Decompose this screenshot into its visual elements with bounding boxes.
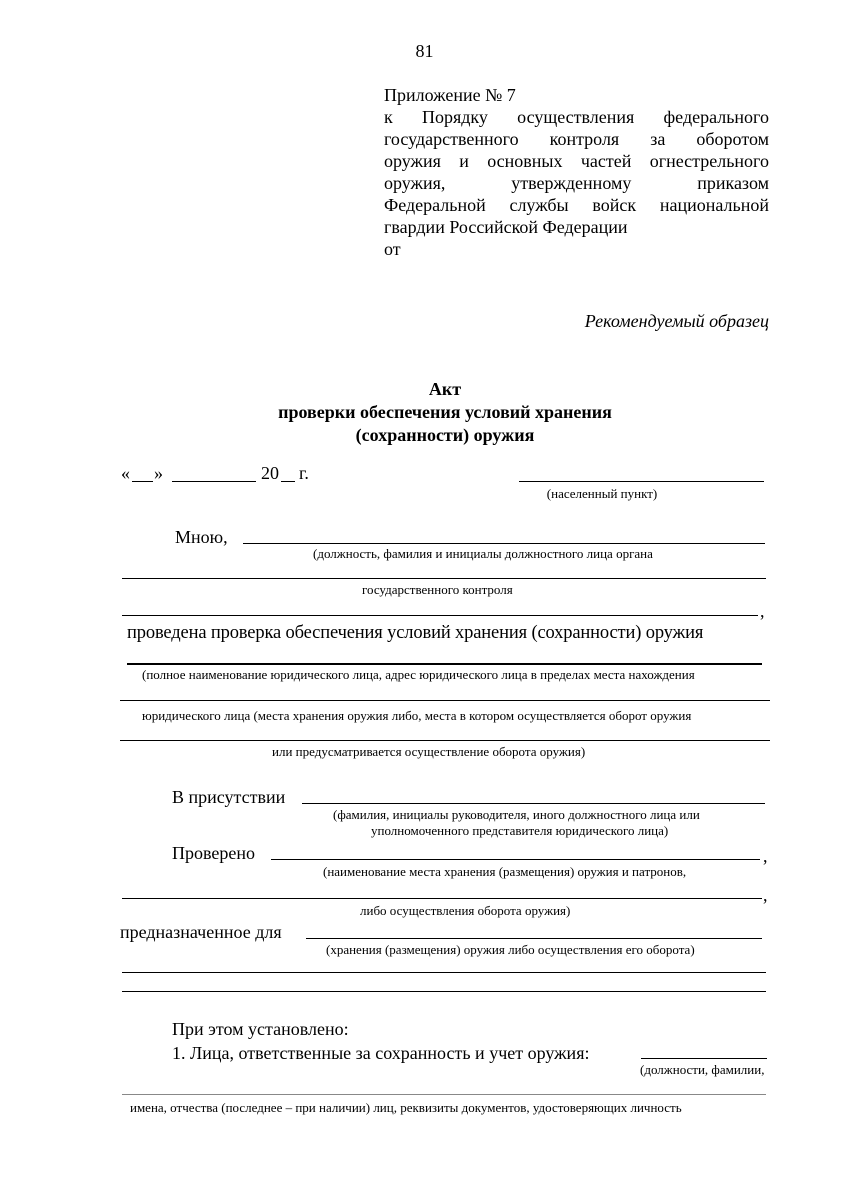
appendix-line: к Порядку осуществления федерального [384, 107, 769, 127]
intended-label: предназначенное для [120, 922, 282, 942]
date-year-suffix: г. [299, 463, 309, 483]
presence-hint-2: уполномоченного представителя юридического лица) [371, 823, 669, 838]
document-title [0, 378, 849, 447]
presence-label: В присутствии [172, 787, 286, 807]
entity-field[interactable] [127, 663, 762, 665]
date-day-field[interactable] [132, 481, 153, 482]
intended-field-line3[interactable] [122, 991, 766, 992]
locality-field[interactable] [519, 481, 764, 482]
appendix-title: Приложение № 7 [384, 85, 516, 105]
checked-comma-1: , [763, 846, 768, 866]
established-item-1: 1. Лица, ответственные за сохранность и учет оружия: [172, 1043, 590, 1063]
intended-hint: (хранения (размещения) оружия либо осуществления его оборота) [326, 942, 695, 957]
checked-hint-2: либо осуществления оборота оружия) [360, 903, 571, 918]
appendix-line: Федеральной службы войск национальной [384, 195, 769, 215]
checked-label: Проверено [172, 843, 256, 863]
title-line: (сохранности) оружия [355, 425, 535, 445]
responsible-hint-2: имена, отчества (последнее – при наличии) лиц, реквизиты документов, удостоверяющих личность [130, 1100, 682, 1115]
presence-field[interactable] [302, 803, 765, 804]
entity-field-line3[interactable] [120, 740, 770, 741]
inspector-field-line3[interactable] [122, 615, 758, 616]
responsible-persons-field-line2[interactable] [122, 1094, 766, 1095]
established-label: При этом установлено: [172, 1019, 349, 1039]
date-month-field[interactable] [172, 481, 256, 482]
checked-hint-1: (наименование места хранения (размещения) оружия и патронов, [323, 864, 687, 879]
checked-field[interactable] [271, 859, 760, 860]
entity-field-line2[interactable] [120, 700, 770, 701]
locality-hint: (населенный пункт) [546, 486, 658, 501]
inspector-hint-2: государственного контроля [362, 582, 513, 597]
date-open-quote: « [121, 463, 130, 483]
date-close-quote: » [154, 463, 163, 483]
date-year-prefix: 20 [261, 463, 279, 483]
entity-hint-1: (полное наименование юридического лица, адрес юридического лица в пределах места нахождения [142, 667, 695, 682]
appendix-line: оружия и основных частей огнестрельного [384, 151, 769, 171]
title-line: проверки обеспечения условий хранения [278, 402, 612, 422]
inspector-hint: (должность, фамилия и инициалы должностного лица органа [313, 546, 653, 561]
check-performed-text: проведена проверка обеспечения условий хранения (сохранности) оружия [127, 623, 704, 643]
responsible-hint-1: (должности, фамилии, [640, 1062, 765, 1077]
checked-field-line2[interactable] [122, 898, 762, 899]
intended-field[interactable] [306, 938, 762, 939]
inspector-field[interactable] [243, 543, 765, 544]
inspector-field-line2[interactable] [122, 578, 766, 579]
appendix-line: оружия, утвержденному приказом [384, 173, 769, 193]
appendix-line: гвардии Российской Федерации [384, 217, 628, 237]
checked-comma-2: , [763, 885, 768, 905]
page-number: 81 [415, 41, 434, 61]
entity-hint-3: или предусматривается осуществление оборота оружия) [272, 744, 586, 759]
appendix-block [384, 84, 769, 260]
by-me-label: Мною, [175, 527, 228, 547]
presence-hint-1: (фамилия, инициалы руководителя, иного должностного лица или [333, 807, 700, 822]
date-year-field[interactable] [281, 481, 295, 482]
appendix-from: от [384, 239, 401, 259]
inspector-comma: , [760, 601, 765, 621]
responsible-persons-field[interactable] [641, 1058, 767, 1059]
title-line: Акт [428, 379, 462, 399]
appendix-line: государственного контроля за оборотом [384, 129, 769, 149]
intended-field-line2[interactable] [122, 972, 766, 973]
recommended-sample: Рекомендуемый образец [584, 311, 769, 331]
entity-hint-2: юридического лица (места хранения оружия либо, места в котором осуществляется оборот оружия [142, 708, 692, 723]
